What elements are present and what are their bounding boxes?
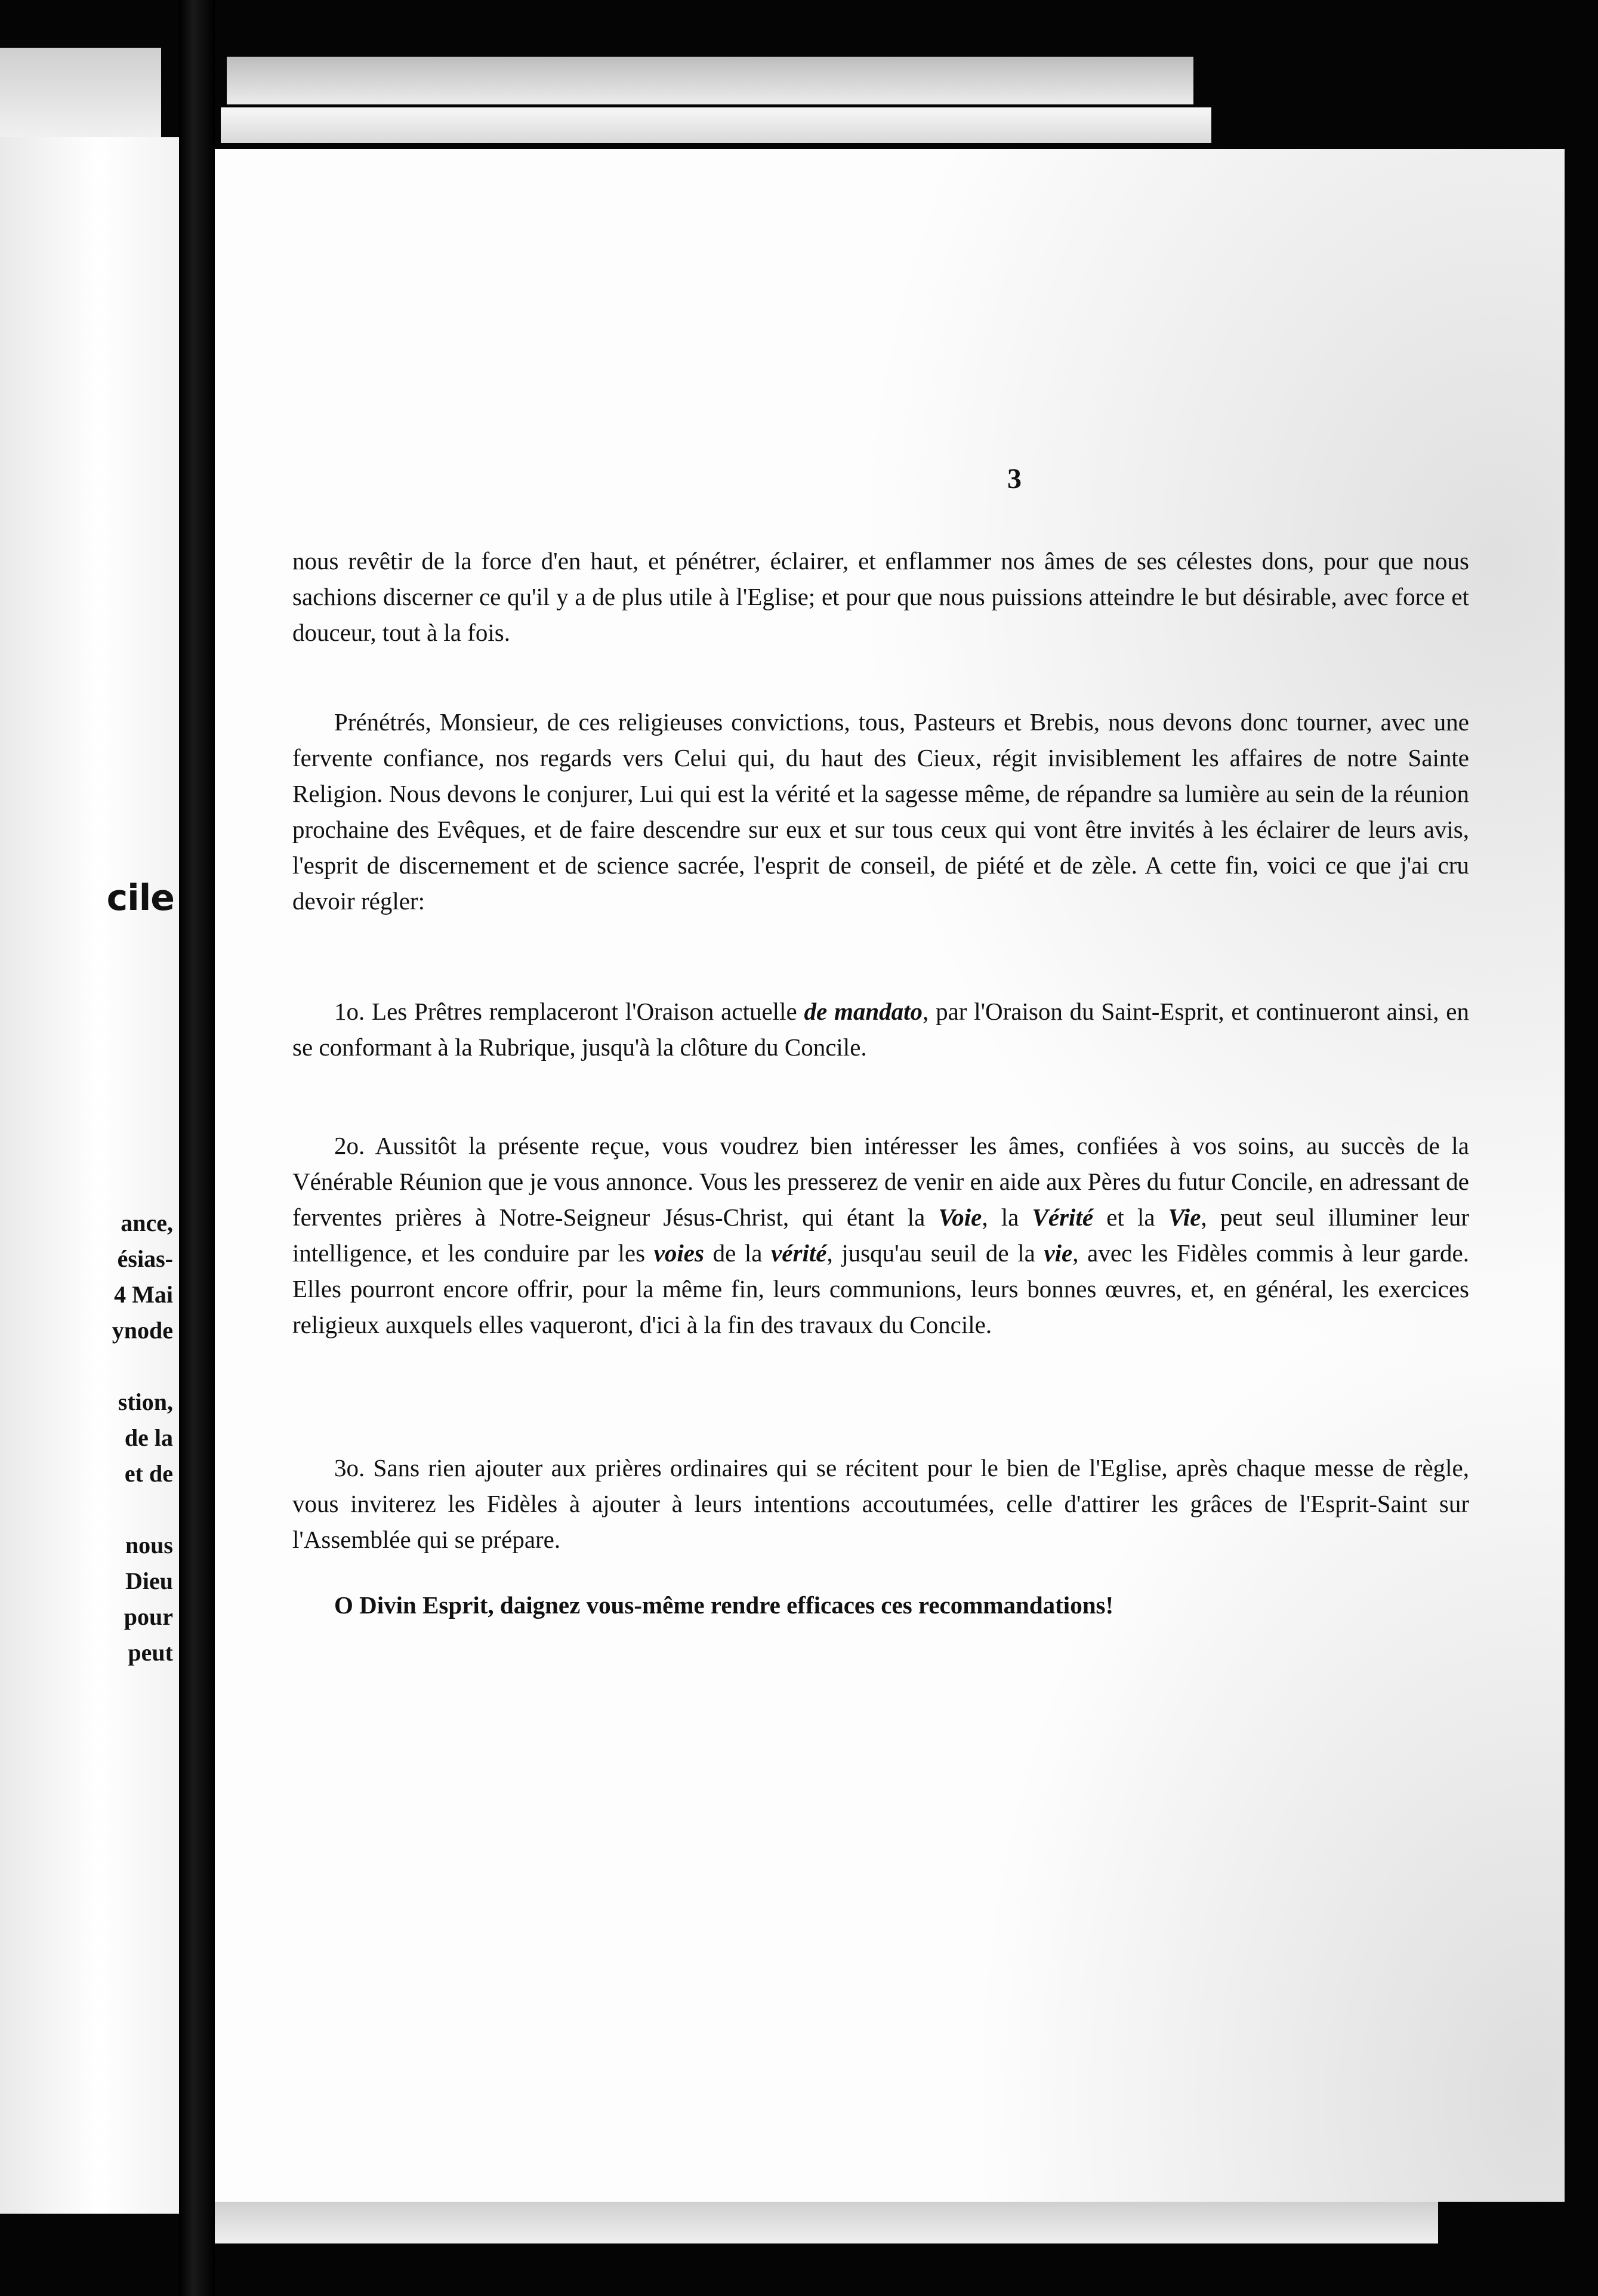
text-emphasis: Vie — [1168, 1203, 1201, 1231]
text-emphasis: vie — [1044, 1239, 1073, 1267]
left-page-text-fragments — [18, 1205, 173, 1671]
left-fragment-gap — [18, 1348, 173, 1384]
paragraph-text: Prénétrés, Monsieur, de ces religieuses convictions, tous, Pasteurs et Brebis, nous devons donc tourner, avec une fervente confiance, nos regards vers Celui qui, du haut des Cieux, régit invisiblement les affaires de notre Sainte Religion. Nous devons le conjurer, Lui qui est la vérité et la sagesse même, de répandre sa lumière au sein de la réunion prochaine des Evêques, et de faire descendre sur eux et sur tous ceux qui vont être invités à les éclairer de leurs avis, l'esprit de discernement et de science sacrée, l'esprit de conseil, de piété et de zèle. A cette fin, voici ce que j'ai cru devoir régler: — [292, 708, 1469, 915]
text-run: , par l'Oraison du Saint-Esprit, et continueront ainsi, en se conformant à la Rubrique, jusqu'à la clôture du Concile. — [292, 998, 1469, 1061]
paragraph-item-3 — [292, 1450, 1469, 1557]
text-emphasis: voies — [653, 1239, 704, 1267]
left-fragment: ance, — [121, 1209, 173, 1236]
text-run: 2o. Aussitôt la présente reçue, vous voudrez bien intéresser les âmes, confiées à vos soins, au succès de la Vénérable Réunion que je vous annonce. Vous les presserez de venir en aide aux Pères du futur Concile, en adressant de ferventes prières à Notre-Seigneur Jésus-Christ, qui étant la — [292, 1132, 1469, 1231]
underlying-page-edge-top — [227, 57, 1193, 104]
left-fragment-gap — [18, 1492, 173, 1527]
text-run: de la — [704, 1239, 772, 1267]
paragraph-item-1 — [292, 993, 1469, 1065]
left-fragment: Dieu — [125, 1567, 173, 1594]
book-gutter — [179, 0, 215, 2296]
left-fragment: et de — [124, 1460, 173, 1487]
left-fragment: de la — [124, 1424, 173, 1451]
text-run: et la — [1093, 1203, 1168, 1231]
left-page-heading-fragment: cile — [106, 877, 174, 919]
text-emphasis: Voie — [938, 1203, 982, 1231]
underlying-page-edge-second — [221, 107, 1211, 143]
paragraph-text: 3o. Sans rien ajouter aux prières ordinaires qui se récitent pour le bien de l'Eglise, après chaque messe de règle, vous inviterez les Fidèles à ajouter à leurs intentions accoutumées, celle d'attirer les grâces de l'Esprit-Saint sur l'Assemblée qui se prépare. — [292, 1454, 1469, 1553]
text-run: , avec les Fidèles commis à leur garde. Elles pourront encore offrir, pour la même fin, leurs communions, leurs bonnes œuvres, et, en général, les exercices religieux auxquels elles vaqueront, d'ici à la fin des travaux du Concile. — [292, 1239, 1470, 1338]
paragraph-text: O Divin Esprit, daignez vous-même rendre efficaces ces recommandations! — [334, 1591, 1114, 1619]
text-run: , peut seul illuminer leur intelligence, et les conduire par les — [292, 1203, 1470, 1267]
underlying-page-edge-bottom — [215, 2202, 1438, 2243]
text-emphasis: vérité — [771, 1239, 827, 1267]
text-emphasis: de mandato — [804, 998, 923, 1025]
paragraph-convictions — [292, 704, 1469, 919]
paragraph-text — [292, 993, 1469, 1065]
left-fragment: nous — [125, 1532, 173, 1559]
page-number: 3 — [1007, 463, 1022, 495]
paragraph-text — [292, 1128, 1469, 1343]
left-fragment: stion, — [118, 1388, 173, 1415]
text-emphasis: Vérité — [1032, 1203, 1094, 1231]
text-run: , la — [982, 1203, 1032, 1231]
paragraph-item-2 — [292, 1128, 1469, 1343]
left-fragment: ésias- — [117, 1245, 173, 1272]
left-facing-page — [0, 137, 179, 2214]
left-fragment: ynode — [112, 1317, 173, 1344]
closing-invocation — [292, 1587, 1469, 1623]
left-fragment: peut — [128, 1639, 173, 1666]
left-fragment: 4 Mai — [114, 1281, 173, 1308]
paragraph-text: nous revêtir de la force d'en haut, et pénétrer, éclairer, et enflammer nos âmes de ses célestes dons, pour que nous sachions discerner ce qu'il y a de plus utile à l'Eglise; et pour que nous puissions atteindre le but désirable, avec force et douceur, tout à la fois. — [292, 547, 1469, 646]
left-page-top-edge — [0, 48, 161, 149]
main-page — [215, 149, 1565, 2202]
left-fragment: pour — [124, 1603, 173, 1630]
text-run: 1o. Les Prêtres remplaceront l'Oraison actuelle — [334, 998, 804, 1025]
paragraph-intro — [292, 543, 1469, 650]
text-run: , jusqu'au seuil de la — [826, 1239, 1044, 1267]
